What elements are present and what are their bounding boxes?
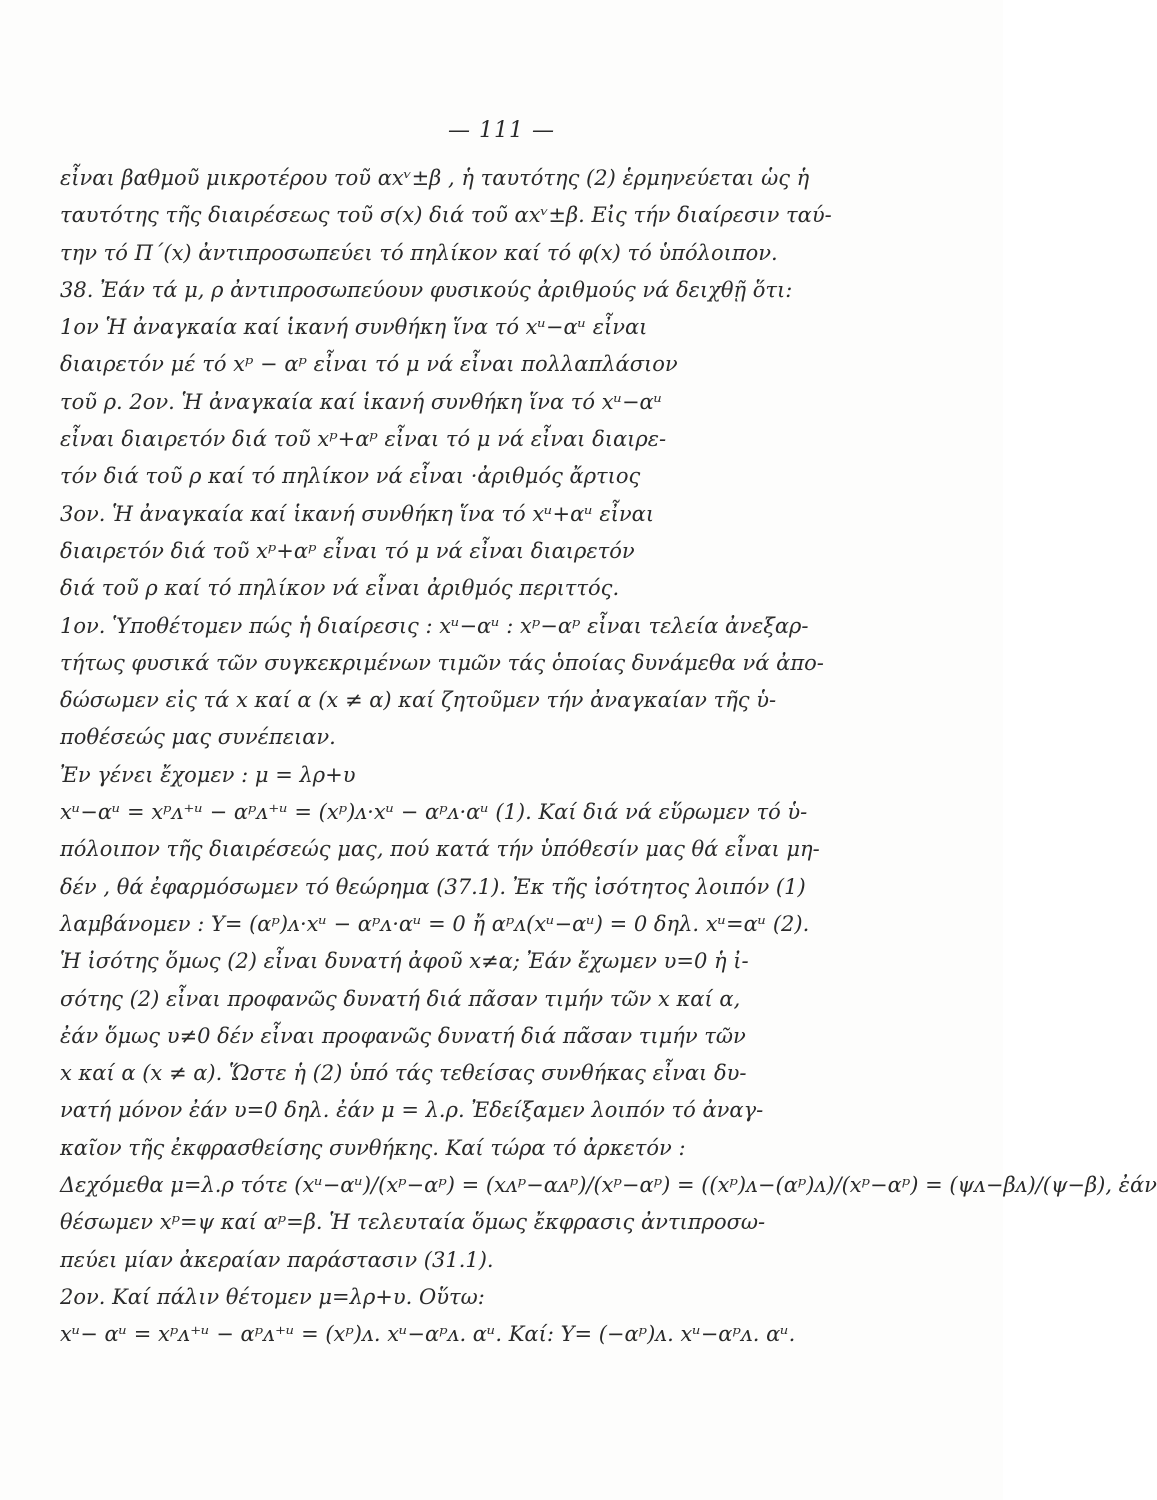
text-line: xᵘ−αᵘ = xᵖᴧ⁺ᵘ − αᵖᴧ⁺ᵘ = (xᵖ)ᴧ·xᵘ − αᵖᴧ·αᵘ (1). Καί διά νά εὕρωμεν τό ὑ- — [60, 800, 808, 825]
text-line: 38. Ἐάν τά μ, ρ ἀντιπροσωπεύουν φυσικούς ἀριθμούς νά δειχθῇ ὅτι: — [60, 277, 793, 302]
text-line: τόν διά τοῦ ρ καί τό πηλίκον νά εἶναι ·ἀριθμός ἄρτιος — [60, 464, 641, 489]
text-line: ταυτότης τῆς διαιρέσεως τοῦ σ(x) διά τοῦ αxᵛ±β. Εἰς τήν διαίρεσιν ταύ- — [60, 203, 832, 228]
text-line: νατή μόνον ἐάν υ=0 δηλ. ἐάν μ = λ.ρ. Ἐδείξαμεν λοιπόν τό ἀναγ- — [60, 1098, 764, 1123]
text-line: τοῦ ρ. 2ον. Ἡ ἀναγκαία καί ἱκανή συνθήκη ἵνα τό xᵘ−αᵘ — [60, 389, 663, 414]
text-line: Δεχόμεθα μ=λ.ρ τότε (xᵘ−αᵘ)/(xᵖ−αᵖ) = (xᴧᵖ−αᴧᵖ)/(xᵖ−αᵖ) = ((xᵖ)ᴧ−(αᵖ)ᴧ)/(xᵖ−αᵖ) = (ψᴧ−βᴧ)/(ψ−β), ἐάν — [60, 1173, 1157, 1198]
text-line: τήτως φυσικά τῶν συγκεκριμένων τιμῶν τάς ὁποίας δυνάμεθα νά ἀπο- — [60, 650, 824, 675]
text-line: εἶναι διαιρετόν διά τοῦ xᵖ+αᵖ εἶναι τό μ νά εἶναι διαιρε- — [60, 427, 667, 452]
text-line: 1ον Ἡ ἀναγκαία καί ἱκανή συνθήκη ἵνα τό xᵘ−αᵘ εἶναι — [60, 315, 648, 340]
text-line: πεύει μίαν ἀκεραίαν παράστασιν (31.1). — [60, 1247, 494, 1272]
text-line: δώσωμεν εἰς τά x καί α (x ≠ α) καί ζητοῦμεν τήν ἀναγκαίαν τῆς ὑ- — [60, 688, 777, 713]
text-line: Ἡ ἰσότης ὅμως (2) εἶναι δυνατή ἀφοῦ x≠α; Ἐάν ἔχωμεν υ=0 ἡ ἰ- — [60, 949, 749, 974]
text-line: την τό Π΄(x) ἀντιπροσωπεύει τό πηλίκον καί τό φ(x) τό ὑπόλοιπον. — [60, 240, 778, 265]
text-line: λαμβάνομεν : Υ= (αᵖ)ᴧ·xᵘ − αᵖᴧ·αᵘ = 0 ἤ αᵖᴧ(xᵘ−αᵘ) = 0 δηλ. xᵘ=αᵘ (2). — [60, 911, 810, 936]
text-line: διά τοῦ ρ καί τό πηλίκον νά εἶναι ἀριθμός περιττός. — [60, 576, 620, 601]
text-line: διαιρετόν διά τοῦ xᵖ+αᵖ εἶναι τό μ νά εἶναι διαιρετόν — [60, 538, 635, 563]
text-line: εἶναι βαθμοῦ μικροτέρου τοῦ αxᵛ±β , ἡ ταυτότης (2) ἑρμηνεύεται ὡς ἡ — [60, 166, 810, 190]
text-line: 2ον. Καί πάλιν θέτομεν μ=λρ+υ. Οὕτω: — [60, 1284, 485, 1309]
text-line: θέσωμεν xᵖ=ψ καί αᵖ=β. Ἡ τελευταία ὅμως ἔκφρασις ἀντιπροσω- — [60, 1210, 766, 1235]
text-line: ποθέσεώς μας συνέπειαν. — [60, 725, 336, 750]
text-line: 1ον. Ὑποθέτομεν πώς ἡ διαίρεσις : xᵘ−αᵘ : xᵖ−αᵖ εἶναι τελεία ἀνεξαρ- — [60, 613, 809, 638]
page-number: — 111 — — [448, 118, 555, 143]
text-line: Ἐν γένει ἔχομεν : μ = λρ+υ — [60, 762, 356, 787]
text-line: x καί α (x ≠ α). Ὥστε ἡ (2) ὑπό τάς τεθείσας συνθήκας εἶναι δυ- — [60, 1061, 747, 1086]
text-line: διαιρετόν μέ τό xᵖ − αᵖ εἶναι τό μ νά εἶναι πολλαπλάσιον — [60, 352, 678, 377]
text-line: καῖον τῆς ἐκφρασθείσης συνθήκης. Καί τώρα τό ἀρκετόν : — [60, 1135, 686, 1160]
text-line: δέν , θά ἐφαρμόσωμεν τό θεώρημα (37.1). Ἐκ τῆς ἰσότητος λοιπόν (1) — [60, 874, 806, 899]
text-line: σότης (2) εἶναι προφανῶς δυνατή διά πᾶσαν τιμήν τῶν x καί α, — [60, 986, 741, 1011]
text-body — [60, 160, 1157, 1354]
text-line: xᵘ− αᵘ = xᵖᴧ⁺ᵘ − αᵖᴧ⁺ᵘ = (xᵖ)ᴧ. xᵘ−αᵖᴧ. αᵘ. Καί: Υ= (−αᵖ)ᴧ. xᵘ−αᵖᴧ. αᵘ. — [60, 1322, 796, 1347]
text-line: ἐάν ὅμως υ≠0 δέν εἶναι προφανῶς δυνατή διά πᾶσαν τιμήν τῶν — [60, 1023, 746, 1048]
text-line: 3ον. Ἡ ἀναγκαία καί ἱκανή συνθήκη ἵνα τό xᵘ+αᵘ εἶναι — [60, 501, 655, 526]
text-line: πόλοιπον τῆς διαιρέσεώς μας, πού κατά τήν ὑπόθεσίν μας θά εἶναι μη- — [60, 837, 820, 862]
